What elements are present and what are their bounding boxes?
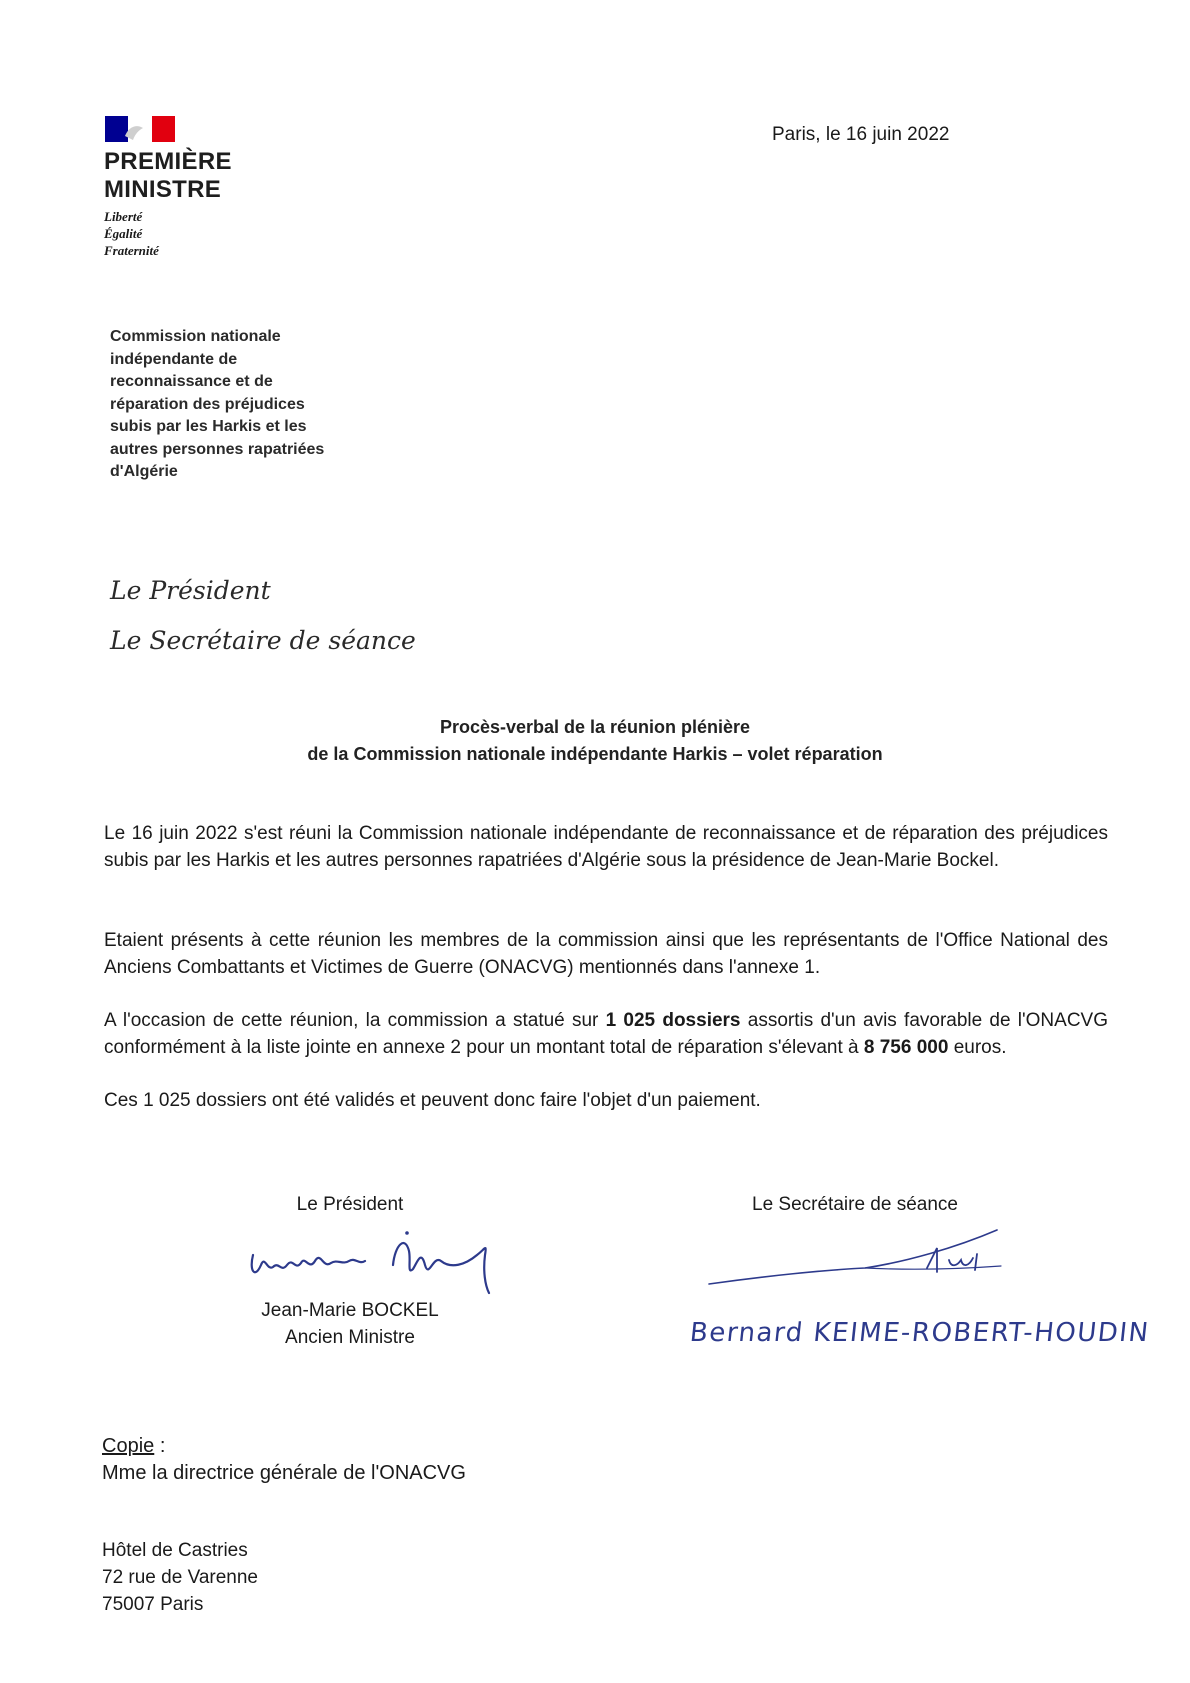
address-line-3: 75007 Paris bbox=[102, 1594, 204, 1615]
title-line-1: Procès-verbal de la réunion plénière bbox=[439, 717, 751, 737]
decision-text-3: euros. bbox=[948, 1037, 1007, 1058]
institution-line-2: MINISTRE bbox=[104, 176, 222, 203]
paragraph-meeting: Le 16 juin 2022 s'est réuni la Commission nationale indépendante de reconnaissance et de réparation des préjudices subis par les Harkis et les autres personnes rapatriées d'Algérie sous la présidence de Jean-Marie Bockel. bbox=[104, 823, 1108, 871]
secretary-signature bbox=[705, 1226, 1005, 1290]
flag-red-band bbox=[152, 116, 175, 142]
president-title: Ancien Ministre bbox=[285, 1327, 415, 1348]
republic-motto bbox=[104, 208, 159, 259]
total-amount: 8 756 000 bbox=[863, 1037, 949, 1058]
letter-date: Paris, le 16 juin 2022 bbox=[772, 124, 950, 145]
copy-recipient: Mme la directrice générale de l'ONACVG bbox=[102, 1462, 466, 1484]
address-line-1: Hôtel de Castries bbox=[102, 1540, 248, 1561]
title-line-2: de la Commission nationale indépendante Harkis – volet réparation bbox=[307, 744, 883, 764]
address-line-2: 72 rue de Varenne bbox=[102, 1567, 258, 1588]
flag-blue-band bbox=[105, 116, 128, 142]
paragraph-attendees: Etaient présents à cette réunion les membres de la commission ainsi que les représentants de l'Office National des Anciens Combattants et Victimes de Guerre (ONACVG) mentionnés dans l'annexe 1. bbox=[104, 930, 1108, 978]
commission-name: Commission nationale indépendante de reconnaissance et de réparation des préjudices subis par les Harkis et les autres personnes rapatriées d'Algérie bbox=[110, 328, 325, 480]
document-title bbox=[0, 714, 1190, 768]
copy-colon: : bbox=[154, 1435, 166, 1457]
paragraph-decision bbox=[104, 1007, 1108, 1061]
decision-text-1: A l'occasion de cette réunion, la commission a statué sur bbox=[104, 1010, 606, 1031]
paragraph-validation: Ces 1 025 dossiers ont été validés et peuvent donc faire l'objet d'un paiement. bbox=[104, 1090, 761, 1111]
motto-fraternite: Fraternité bbox=[104, 243, 159, 258]
motto-egalite: Égalité bbox=[104, 226, 143, 241]
president-name: Jean-Marie BOCKEL bbox=[261, 1300, 439, 1321]
marianne-flag-logo bbox=[105, 116, 175, 142]
institution-line-1: PREMIÈRE bbox=[104, 148, 232, 175]
motto-liberte: Liberté bbox=[104, 209, 143, 224]
president-signature bbox=[245, 1225, 535, 1297]
addressee-secretary: Le Secrétaire de séance bbox=[110, 626, 416, 655]
dossier-count: 1 025 dossiers bbox=[605, 1010, 741, 1031]
secretary-handwritten-name: Bernard KEIME-ROBERT-HOUDIN bbox=[688, 1318, 1151, 1348]
postal-address bbox=[102, 1537, 258, 1618]
president-signature-label: Le Président bbox=[296, 1194, 404, 1215]
copy-label: Copie bbox=[102, 1435, 155, 1457]
secretary-signature-label: Le Secrétaire de séance bbox=[752, 1194, 958, 1215]
president-identity bbox=[230, 1297, 470, 1351]
institution-name bbox=[104, 148, 232, 204]
copy-block bbox=[102, 1433, 466, 1487]
addressee-president: Le Président bbox=[110, 576, 271, 605]
copy-heading bbox=[102, 1433, 466, 1460]
decision-text-2: assortis d'un avis favorable de l'ONACVG conformément à la liste jointe en annexe 2 pour un montant total de réparation s'élevant à bbox=[104, 1010, 1108, 1058]
